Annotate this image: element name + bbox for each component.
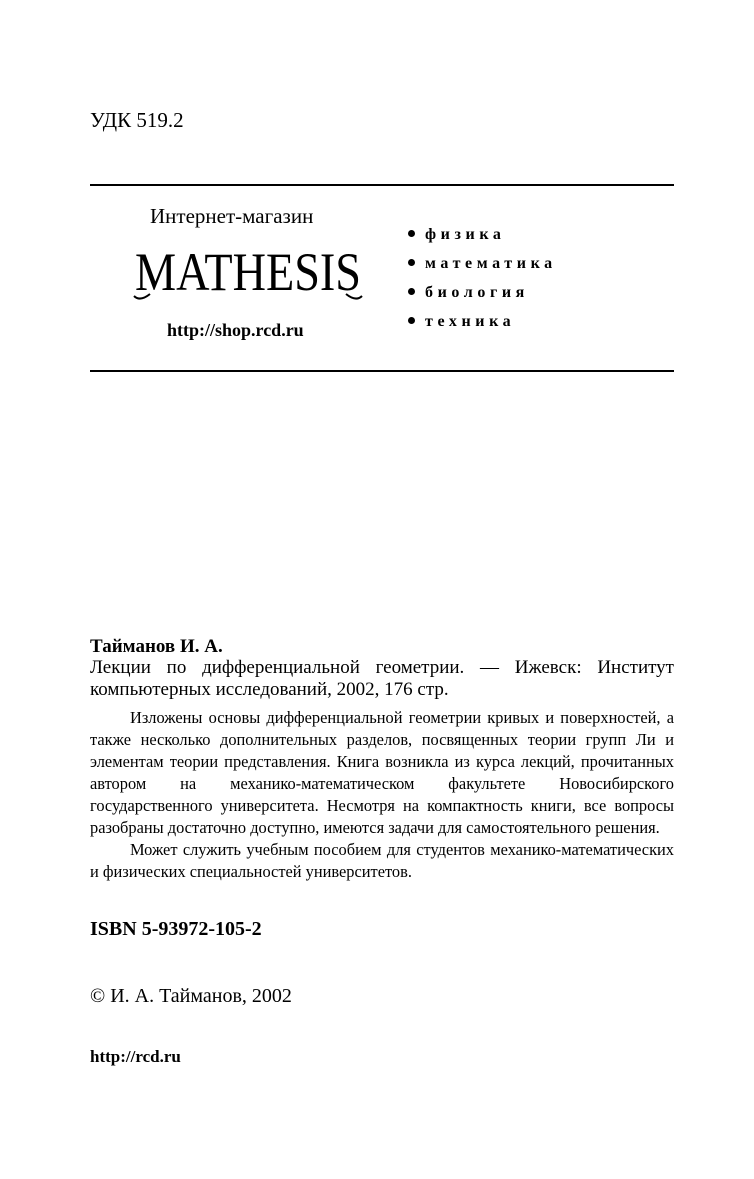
book-abstract	[90, 707, 674, 883]
subject-item	[408, 278, 557, 307]
bullet-icon	[408, 230, 415, 237]
subject-label: физика	[425, 226, 506, 243]
publisher-url[interactable]: http://rcd.ru	[90, 1047, 181, 1066]
subject-label: математика	[425, 255, 557, 272]
bullet-icon	[408, 259, 415, 266]
bibliographic-record: Лекции по дифференциальной геометрии. — Ижевск: Институт компьютерных исследований, 2002, 176 стр.	[90, 657, 674, 700]
shop-url[interactable]: http://shop.rcd.ru	[167, 320, 304, 340]
book-author: Тайманов И. А.	[90, 636, 223, 657]
subject-label: техника	[425, 313, 516, 330]
abstract-paragraph: Может служить учебным пособием для студентов механико-математических и физических специальностей университетов.	[90, 840, 674, 881]
copyright: © И. А. Тайманов, 2002	[90, 985, 292, 1007]
subject-item	[408, 249, 557, 278]
mathesis-logo	[132, 240, 364, 304]
subject-list	[408, 220, 557, 336]
abstract-paragraph: Изложены основы дифференциальной геометрии кривых и поверхностей, а также несколько дополнительных разделов, посвященных теории групп Ли и элементам теории представления. Книга возникла из курса лекций, прочитанных автором на механико-математическом факультете Новосибирского государственного университета. Несмотря на компактность книги, все вопросы разобраны достаточно доступно, имеются задачи для самостоятельного решения.	[90, 708, 674, 837]
subject-item	[408, 220, 557, 249]
logo-text: MATHESIS	[135, 242, 361, 302]
isbn: ISBN 5-93972-105-2	[90, 918, 262, 940]
udk-code: УДК 519.2	[90, 108, 184, 132]
shop-title: Интернет-магазин	[150, 204, 314, 228]
subject-item	[408, 307, 557, 336]
bottom-divider	[90, 370, 674, 372]
top-divider	[90, 184, 674, 186]
bullet-icon	[408, 317, 415, 324]
bullet-icon	[408, 288, 415, 295]
subject-label: биология	[425, 284, 529, 301]
